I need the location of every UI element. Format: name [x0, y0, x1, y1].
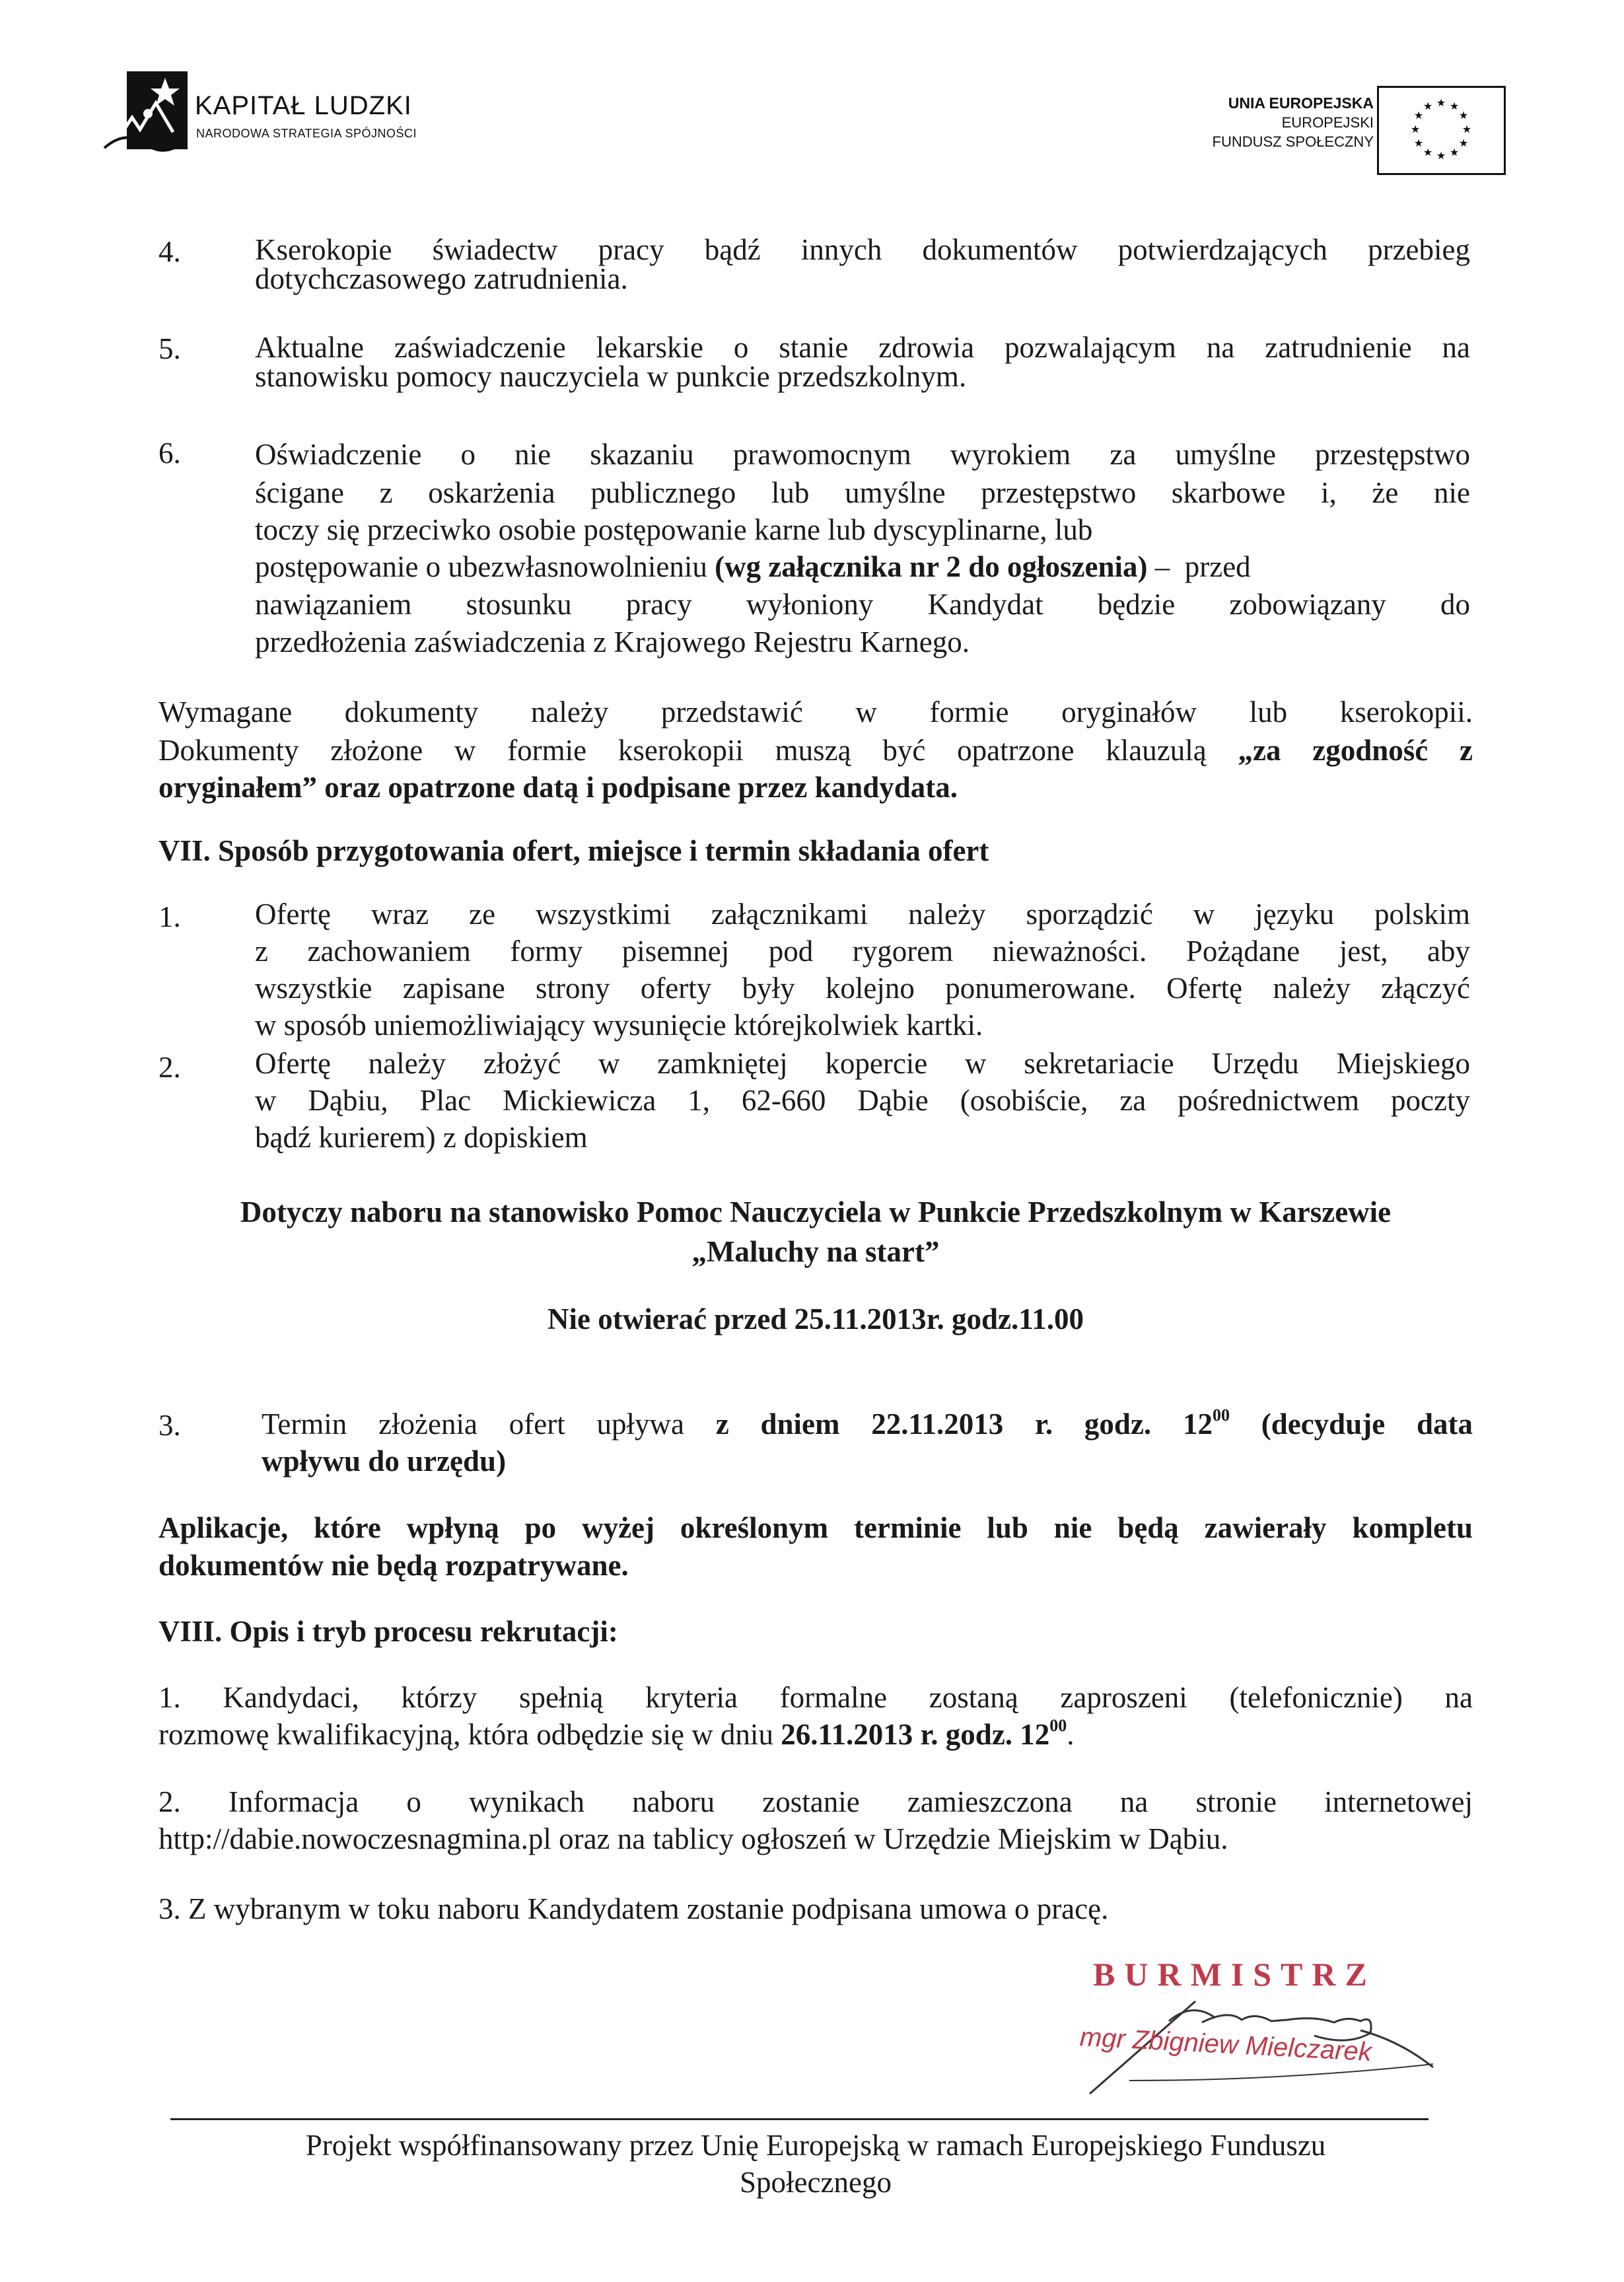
paragraph-line: http://dabie.nowoczesnagmina.pl oraz na tablicy ogłoszeń w Urzędzie Miejskim w Dąbiu.	[159, 1822, 1228, 1855]
paragraph-line: 3. Z wybranym w toku naboru Kandydatem zostanie podpisana umowa o pracę.	[159, 1892, 1109, 1925]
mayor-stamp-name: mgr Zbigniew Mielczarek	[1078, 2022, 1372, 2067]
list-item-text-line	[262, 1406, 1473, 1443]
envelope-inscription-line: Nie otwierać przed 25.11.2013r. godz.11.00	[547, 1302, 1084, 1336]
paragraph-line: 1. Kandydaci, którzy spełnią kryteria formalne zostaną zaproszeni (telefonicznie) na	[159, 1681, 1473, 1714]
section-heading: VIII. Opis i tryb procesu rekrutacji:	[159, 1615, 618, 1648]
footer-divider	[170, 2118, 1429, 2120]
section-heading: VII. Sposób przygotowania ofert, miejsce i termin składania ofert	[159, 834, 989, 867]
footer	[159, 2127, 1473, 2201]
kapital-ludzki-subtitle: NARODOWA STRATEGIA SPÓJNOŚCI	[196, 127, 417, 140]
envelope-inscription-line: „Maluchy na start”	[691, 1235, 940, 1268]
footer-line: Projekt współfinansowany przez Unię Europejską w ramach Europejskiego Funduszu	[305, 2129, 1326, 2162]
docs-note-text: Dokumenty złożone w formie kserokopii muszą być opatrzone klauzulą	[159, 734, 1238, 767]
svg-text:★: ★	[1436, 149, 1446, 162]
eu-logo	[1149, 86, 1506, 178]
list-item-text-line: Ofertę należy złożyć w zamkniętej kopercie w sekretariacie Urzędu Miejskiego	[255, 1047, 1470, 1080]
list-item-text-line: Oświadczenie o nie skazaniu prawomocnym wyrokiem za umyślne przestępstwo	[255, 438, 1470, 471]
interview-hour-sup: 00	[1049, 1716, 1067, 1735]
list-item-text-line: wszystkie zapisane strony oferty były kolejno ponumerowane. Ofertę należy złączyć	[255, 972, 1470, 1005]
svg-text:★: ★	[1462, 123, 1472, 135]
list-item-text-line: bądź kurierem) z dopiskiem	[255, 1121, 588, 1154]
list-item-number: 1.	[159, 900, 181, 933]
svg-text:★: ★	[1436, 96, 1446, 109]
attachment-reference: (wg załącznika nr 2 do ogłoszenia)	[715, 550, 1148, 583]
paragraph-line: 2. Informacja o wynikach naboru zostanie zamieszczona na stronie internetowej	[159, 1785, 1473, 1818]
svg-text:★: ★	[1410, 123, 1421, 135]
docs-note-clause: „za zgodność z	[1238, 734, 1473, 767]
eu-logo-line1: UNIA EUROPEJSKA	[1228, 94, 1374, 112]
list-item-text-line: wpływu do urzędu)	[262, 1444, 507, 1478]
paragraph-line	[159, 1716, 1473, 1753]
deadline-hour-sup: 00	[1212, 1406, 1230, 1425]
eu-logo-line3: FUNDUSZ SPOŁECZNY	[1212, 133, 1374, 150]
list-item-text-line: ścigane z oskarżenia publicznego lub umyślne przestępstwo skarbowe i, że nie	[255, 476, 1470, 509]
eu-flag-icon	[1377, 86, 1506, 175]
warning-line: Aplikacje, które wpłyną po wyżej określonym terminie lub nie będą zawierały kompletu	[159, 1511, 1473, 1544]
deadline-note: (decyduje data	[1229, 1408, 1473, 1441]
list-item-text-line: w sposób uniemożliwiający wysunięcie którejkolwiek kartki.	[255, 1009, 983, 1042]
list-item-text-line: toczy się przeciwko osobie postępowanie karne lub dyscyplinarne, lub	[255, 513, 1093, 546]
list-item-number: 6.	[159, 437, 181, 470]
svg-text:★: ★	[1449, 146, 1460, 159]
list-item-text-line: Kserokopie świadectw pracy bądź innych dokumentów potwierdzających przebieg	[255, 233, 1470, 266]
footer-line: Społecznego	[740, 2166, 892, 2199]
list-item-number: 5.	[159, 332, 181, 365]
svg-text:★: ★	[1413, 109, 1424, 122]
deadline-text: Termin złożenia ofert upływa	[262, 1408, 716, 1441]
docs-note-line: oryginałem” oraz opatrzone datą i podpisane przez kandydata.	[159, 771, 958, 804]
interview-text: rozmowę kwalifikacyjną, która odbędzie się w dniu	[159, 1718, 781, 1751]
list-item-number: 2.	[159, 1051, 181, 1084]
deadline-date: z dniem 22.11.2013 r. godz. 12	[715, 1408, 1213, 1441]
list-item-text-line: Ofertę wraz ze wszystkimi załącznikami należy sporządzić w języku polskim	[255, 898, 1470, 931]
list-item-text-line: stanowisku pomocy nauczyciela w punkcie przedszkolnym.	[255, 360, 967, 393]
docs-note-line: Wymagane dokumenty należy przedstawić w formie oryginałów lub kserokopii.	[159, 695, 1473, 729]
envelope-inscription-line: Dotyczy naboru na stanowisko Pomoc Nauczyciela w Punkcie Przedszkolnym w Karszewie	[240, 1195, 1392, 1229]
svg-text:★: ★	[1423, 100, 1433, 112]
list-item-text-line: Aktualne zaświadczenie lekarskie o stanie zdrowia pozwalającym na zatrudnienie na	[255, 331, 1470, 364]
svg-text:★: ★	[1458, 137, 1469, 149]
list-item-text: – przed	[1147, 550, 1251, 583]
docs-note-line	[159, 732, 1473, 769]
list-item-number: 3.	[159, 1409, 181, 1442]
kapital-ludzki-logo	[99, 66, 469, 165]
kapital-ludzki-title: KAPITAŁ LUDZKI	[195, 91, 412, 120]
list-item-text-line: przedłożenia zaświadczenia z Krajowego Rejestru Karnego.	[255, 625, 970, 659]
list-item-text: postępowanie o ubezwłasnowolnieniu	[255, 550, 707, 583]
svg-text:★: ★	[1458, 109, 1469, 122]
list-item-text-line: w Dąbiu, Plac Mickiewicza 1, 62-660 Dąbie (osobiście, za pośrednictwem poczty	[255, 1084, 1470, 1117]
list-item-text-line: dotychczasowego zatrudnienia.	[255, 262, 628, 295]
eu-logo-line2: EUROPEJSKI	[1281, 114, 1374, 131]
list-item-text-line: z zachowaniem formy pisemnej pod rygorem nieważności. Pożądane jest, aby	[255, 935, 1470, 968]
svg-text:★: ★	[1413, 137, 1424, 149]
list-item-text-line: nawiązaniem stosunku pracy wyłoniony Kandydat będzie zobowiązany do	[255, 588, 1470, 621]
mayor-stamp-title: BURMISTRZ	[1093, 1956, 1376, 1993]
list-item-text-line	[255, 548, 1470, 585]
interview-end: .	[1067, 1718, 1075, 1751]
eu-logo-text	[1213, 94, 1374, 151]
svg-text:★: ★	[1449, 100, 1460, 112]
kapital-ludzki-emblem-icon	[99, 66, 192, 159]
interview-date: 26.11.2013 r. godz. 12	[781, 1718, 1050, 1751]
warning-line: dokumentów nie będą rozpatrywane.	[159, 1549, 629, 1582]
list-item-number: 4.	[159, 235, 181, 268]
svg-text:★: ★	[1423, 146, 1433, 159]
